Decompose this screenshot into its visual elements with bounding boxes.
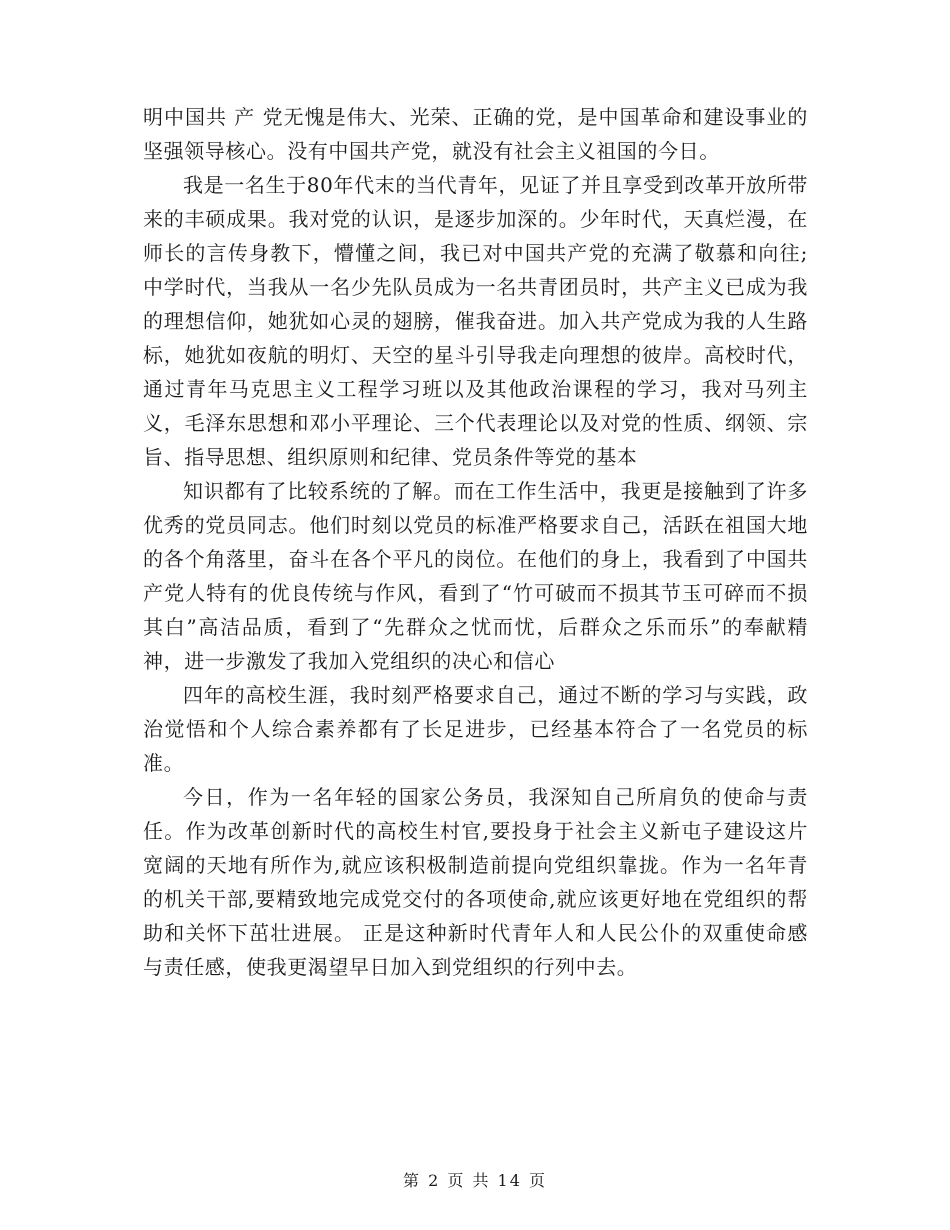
paragraph-3: 知识都有了比较系统的了解。而在工作生活中，我更是接触到了许多优秀的党员同志。他们时刻以党员的标准严格要求自己，活跃在祖国大地的各个角落里，奋斗在各个平凡的岗位。在他们的身上，我看到了中国共产党人特有的优良传统与作风，看到了“竹可破而不损其节玉可碎而不损其白”高洁品质，看到了“先群众之忧而忧，后群众之乐而乐”的奉献精神，进一步激发了我加入党组织的决心和信心: [143, 479, 808, 673]
paragraph-2: 我是一名生于80年代末的当代青年，见证了并且享受到改革开放所带来的丰硕成果。我对党的认识，是逐步加深的。少年时代，天真烂漫，在师长的言传身教下，懵懂之间，我已对中国共产党的充满了敬慕和向往;中学时代，当我从一名少先队员成为一名共青团员时，共产主义已成为我的理想信仰，她犹如心灵的翅膀，催我奋进。加入共产党成为我的人生路标，她犹如夜航的明灯、天空的星斗引导我走向理想的彼岸。高校时代，通过青年马克思主义工程学习班以及其他政治课程的学习，我对马列主义，毛泽东思想和邓小平理论、三个代表理论以及对党的性质、纲领、宗旨、指导思想、组织原则和纪律、党员条件等党的基本: [143, 173, 808, 469]
paragraph-4: 四年的高校生涯，我时刻严格要求自己，通过不断的学习与实践，政治觉悟和个人综合素养都有了长足进步，已经基本符合了一名党员的标准。: [143, 683, 808, 775]
document-body: [143, 100, 808, 984]
paragraph-1: 明中国共 产 党无愧是伟大、光荣、正确的党，是中国革命和建设事业的坚强领导核心。没有中国共产党，就没有社会主义祖国的今日。: [143, 105, 808, 163]
paragraph-5: 今日，作为一名年轻的国家公务员，我深知自己所肩负的使命与责任。作为改革创新时代的高校生村官,要投身于社会主义新屯子建设这片宽阔的天地有所作为,就应该积极制造前提向党组织靠拢。作为一名年青的机关干部,要精致地完成党交付的各项使命,就应该更好地在党组织的帮助和关怀下茁壮进展。 正是这种新时代青年人和人民公仆的双重使命感与责任感，使我更渴望早日加入到党组织的行列中去。: [143, 785, 808, 979]
page-number-footer: 第 2 页 共 14 页: [403, 1171, 547, 1190]
